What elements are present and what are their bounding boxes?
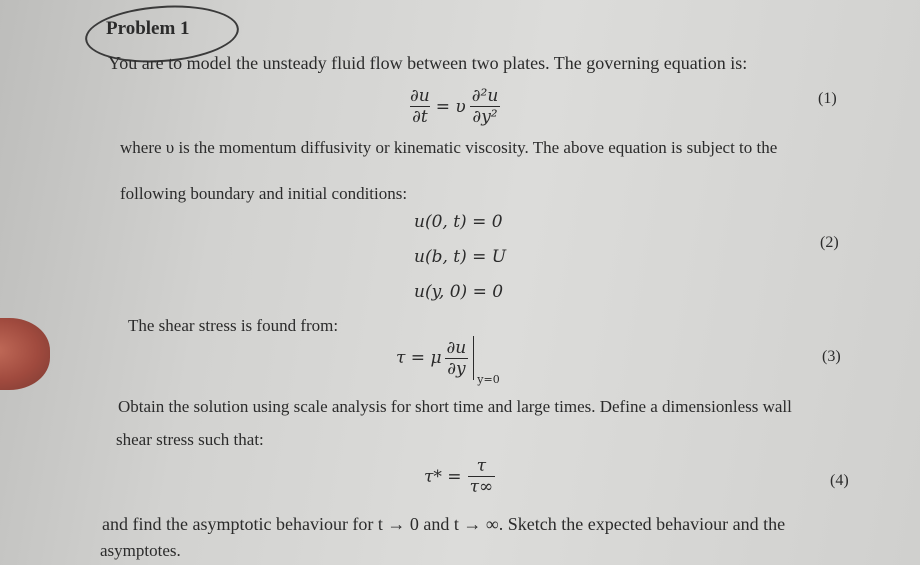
shear-intro: The shear stress is found from: (128, 316, 339, 335)
eq3-subscript: y=0 (477, 373, 500, 386)
eq1-number: (1) (818, 90, 837, 107)
equation-1 (408, 86, 500, 127)
where-text-line2: following boundary and initial conditions: (120, 184, 408, 203)
equation-3 (396, 336, 500, 386)
eq1-lhs-den: ∂t (412, 107, 428, 127)
obtain-text-line2: shear stress such that: (116, 430, 264, 449)
eq4-lhs: τ* = (424, 466, 462, 487)
eq3-number: (3) (822, 348, 841, 365)
where-text-line1: where υ is the momentum diffusivity or kinematic viscosity. The above equation is subject to the (120, 138, 778, 157)
eq1-lhs-num: ∂u (410, 86, 430, 106)
bc-number: (2) (820, 234, 839, 251)
eq3-lhs: τ = μ (396, 348, 442, 368)
final-text-line2: asymptotes. (100, 541, 181, 560)
intro-text: You are to model the unsteady fluid flow between two plates. The governing equation is: (108, 53, 748, 73)
eq3-fraction (445, 338, 469, 379)
eq1-rhs-den: ∂y² (472, 107, 498, 127)
bc-line-2: u(b, t) = U (414, 247, 507, 267)
final-text-line1: and find the asymptotic behaviour for t → 0 and t → ∞. Sketch the expected behaviour and the (102, 514, 786, 534)
eq4-number: (4) (830, 472, 849, 489)
eq1-rhs-fraction (470, 86, 501, 127)
eq4-den: τ∞ (469, 477, 494, 497)
thumb-in-photo (0, 318, 50, 390)
bc-line-1: u(0, t) = 0 (414, 212, 503, 232)
bc-line-3: u(y, 0) = 0 (414, 282, 504, 302)
obtain-text-line1: Obtain the solution using scale analysis for short time and large times. Define a dimensionless wall (118, 397, 792, 416)
equation-4 (424, 456, 495, 497)
eq3-num: ∂u (446, 337, 467, 358)
eq4-num: τ (476, 456, 487, 476)
problem-title: Problem 1 (106, 18, 190, 39)
eq3-den: ∂y (447, 358, 466, 379)
eq3-evaluation-bar (473, 336, 474, 380)
eq4-fraction (468, 456, 496, 497)
eq1-rhs-num: ∂²u (471, 86, 499, 106)
eq1-lhs-fraction (408, 86, 432, 127)
eq1-mid: = υ (435, 96, 466, 117)
